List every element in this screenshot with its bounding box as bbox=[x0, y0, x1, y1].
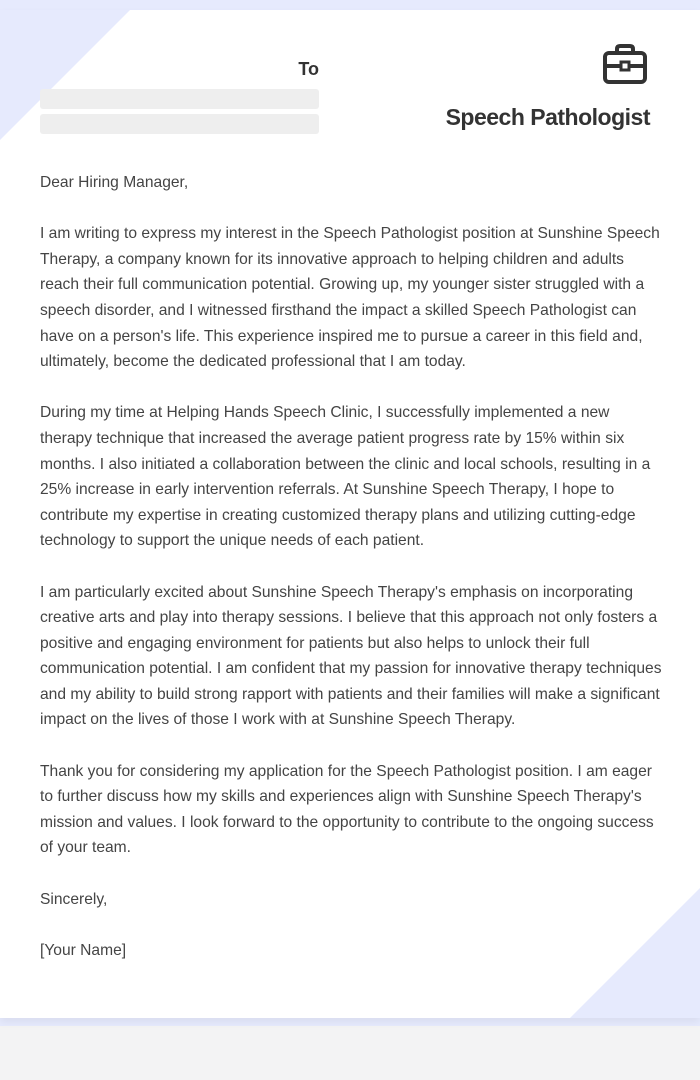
recipient-placeholder-line-2 bbox=[40, 114, 319, 134]
letter-paragraph: I am writing to express my interest in the Speech Pathologist position at Sunshine Speech Therapy, a company known for its innovative approach to helping children and adults reach their full communication potential. Growing up, my younger sister struggled with a speech disorder, and I witnessed firsthand the impact a skilled Speech Pathologist can have on a person's life. This experience inspired me to pursue a career in this field and, ultimately, become the dedicated professional that I am today. bbox=[40, 225, 660, 371]
salutation: Dear Hiring Manager, bbox=[40, 174, 189, 191]
job-title: Speech Pathologist bbox=[445, 104, 650, 130]
letter-paragraph: I am particularly excited about Sunshine Speech Therapy's emphasis on incorporating creative arts and play into therapy sessions. I believe that this approach not only fosters a positive and engaging environment for patients but also helps to unlock their full communication potential. I am confident that my passion for innovative therapy techniques and my ability to build strong rapport with patients and their families will make a significant impact on the lives of those I work with at Sunshine Speech Therapy. bbox=[40, 583, 662, 729]
letter-paragraph: Thank you for considering my application for the Speech Pathologist position. I am eager to further discuss how my skills and experiences align with Sunshine Speech Therapy's mission and values. I look forward to the opportunity to contribute to the ongoing success of your team. bbox=[40, 762, 654, 857]
cover-letter-sheet bbox=[0, 10, 700, 1018]
recipient-placeholder-line-1 bbox=[40, 89, 319, 109]
signature: [Your Name] bbox=[40, 941, 127, 959]
letter-body bbox=[40, 170, 665, 989]
closing: Sincerely, bbox=[40, 890, 108, 908]
recipient-label: To bbox=[298, 59, 319, 79]
letter-paragraph: During my time at Helping Hands Speech Clinic, I successfully implemented a new therapy technique that increased the average patient progress rate by 15% within six months. I also initiated a collaboration between the clinic and local schools, resulting in a 25% increase in early intervention referrals. At Sunshine Speech Therapy, I hope to contribute my expertise in creating customized therapy plans and utilizing cutting-edge technology to support the unique needs of each patient. bbox=[40, 404, 651, 550]
briefcase-icon bbox=[602, 43, 648, 85]
